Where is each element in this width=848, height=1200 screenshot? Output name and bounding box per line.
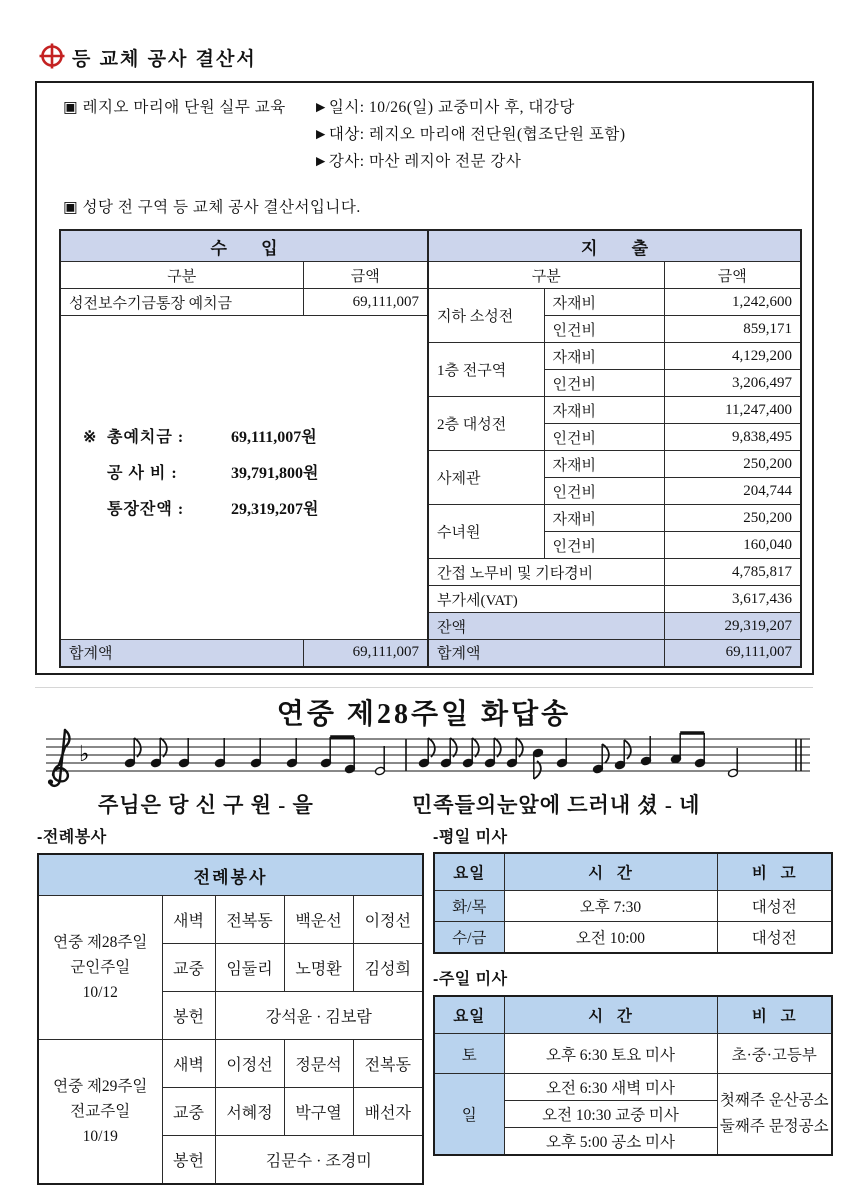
time-cell: 오전 10:00 [504,922,717,953]
expense-group-1-material: 4,129,200 [664,343,801,370]
time-cell: 오후 6:30 토요 미사 [504,1034,717,1074]
liturgy-week-1: 연중 제29주일 전교주일 10/19 [38,1040,162,1184]
expense-group-2-labor: 9,838,495 [664,424,801,451]
note-cell: 초·중·고등부 [717,1034,832,1074]
col-day: 요일 [434,853,504,891]
flat-sign: ♭ [79,742,90,767]
name-cell: 전복동 [353,1040,423,1088]
liturgy-section-label: -전례봉사 [37,829,107,846]
time-cell: 오전 6:30 새벽 미사 [504,1074,717,1101]
name-cell: 서혜정 [215,1088,284,1136]
notes-group [125,733,801,779]
expense-labor-label: 인건비 [544,316,664,343]
expense-total-amount: 69,111,007 [664,640,801,667]
day-cell: 화/목 [434,891,504,922]
name-cell: 전복동 [215,896,284,944]
day-cell: 일 [434,1074,504,1155]
day-cell: 토 [434,1034,504,1074]
section-divider [35,687,813,688]
expense-indirect-label: 간접 노무비 및 기타경비 [428,559,664,586]
note-cell: 첫째주 운산공소 둘째주 문정공소 [717,1074,832,1155]
weekday-mass-label: -평일 미사 [433,829,508,846]
offering-cell: 김문수 · 조경미 [215,1136,423,1184]
expense-group-1: 1층 전구역 [428,343,544,397]
expense-balance-label: 잔액 [428,613,664,640]
offering-cell: 강석윤 · 김보람 [215,992,423,1040]
time-cell: 오후 5:00 공소 미사 [504,1128,717,1155]
expense-group-0: 지하 소성전 [428,289,544,343]
liturgy-table [37,853,424,1185]
name-cell: 노명환 [284,944,353,992]
name-cell: 김성희 [353,944,423,992]
expense-group-3-material: 250,200 [664,451,801,478]
lyrics-right: 민족들의눈앞에 드러내 셨 - 네 [412,793,701,817]
name-cell: 임둘리 [215,944,284,992]
note-line-3: 통장잔액 : 29,319,207원 [107,500,319,518]
time-cell: 오후 7:30 [504,891,717,922]
time-cell: 오전 10:30 교중 미사 [504,1101,717,1128]
expense-group-3-labor: 204,744 [664,478,801,505]
name-cell: 배선자 [353,1088,423,1136]
name-cell: 박구열 [284,1088,353,1136]
expense-col-category: 구분 [428,262,664,289]
expense-group-4: 수녀원 [428,505,544,559]
role-cell: 봉헌 [162,1136,215,1184]
notice-item1-label: ▣ 레지오 마리애 단원 실무 교육 [63,99,286,116]
expense-group-0-material: 1,242,600 [664,289,801,316]
day-cell: 수/금 [434,922,504,953]
income-deposit-amount: 69,111,007 [303,289,428,316]
liturgy-week-0: 연중 제28주일 군인주일 10/12 [38,896,162,1040]
income-total-amount: 69,111,007 [303,640,428,667]
expense-vat-label: 부가세(VAT) [428,586,664,613]
income-col-category: 구분 [60,262,303,289]
expense-title: 지 출 [428,230,801,262]
notice-item2: ▣ 성당 전 구역 등 교체 공사 결산서입니다. [63,199,361,216]
name-cell: 백운선 [284,896,353,944]
expense-total-label: 합계액 [428,640,664,667]
col-note: 비 고 [717,996,832,1034]
sunday-mass-label: -주일 미사 [433,971,508,988]
expense-group-0-labor: 859,171 [664,316,801,343]
sunday-mass-table [433,995,833,1156]
expense-group-3: 사제관 [428,451,544,505]
expense-material-label: 자재비 [544,289,664,316]
col-time: 시 간 [504,853,717,891]
expense-vat-amount: 3,617,436 [664,586,801,613]
notice-item1-line3: ►강사: 마산 레지아 전문 강사 [313,153,522,170]
expense-group-2-material: 11,247,400 [664,397,801,424]
expense-group-1-labor: 3,206,497 [664,370,801,397]
income-total-label: 합계액 [60,640,303,667]
note-line-1: ※ 총예치금 : 69,111,007원 [83,428,317,446]
note-cell: 대성전 [717,891,832,922]
income-title: 수 입 [60,230,428,262]
page-title: 등 교체 공사 결산서 [72,49,257,70]
role-cell: 새벽 [162,1040,215,1088]
note-line-2: 공 사 비 : 39,791,800원 [107,464,319,482]
role-cell: 교중 [162,944,215,992]
expense-group-2: 2층 대성전 [428,397,544,451]
notice-item1-line2: ►대상: 레지오 마리애 전단원(협조단원 포함) [313,126,626,143]
income-note-cell [60,316,428,640]
name-cell: 정문석 [284,1040,353,1088]
notice-box [35,81,814,675]
role-cell: 교중 [162,1088,215,1136]
col-note: 비 고 [717,853,832,891]
settlement-table: 수 입 지 출 구분 금액 구분 금액 성전보수기금통장 예치금 69,111,007 지하 소성전 자재비 1,242,600 ※ 총예치금 : 69,111,007원 공 사 비 : 39,791,800원 통장잔액 : 29,319,207원 인건비 859,171 1층 전구역 자재비 4,129,200 인건비 3,206,497 2층 대성전 자재비 11,247,400 인건비 9,838,495 사제관 자재비 250,200 인건비 204,744 수녀원 자재비 250,200 인건비 160,040 간접 노무비 및 기타경비 4,785,817 부가세(VAT) 3,617,436 잔액 29,319,207 합계액 69,111,007 합계액 69,111,007 [59,229,802,668]
cross-circle-icon [38,42,66,70]
name-cell: 이정선 [353,896,423,944]
expense-col-amount: 금액 [664,262,801,289]
col-time: 시 간 [504,996,717,1034]
name-cell: 이정선 [215,1040,284,1088]
note-cell: 대성전 [717,922,832,953]
psalm-title: 연중 제28주일 화답송 [276,699,572,730]
music-notation [38,727,816,793]
income-deposit-label: 성전보수기금통장 예치금 [60,289,303,316]
col-day: 요일 [434,996,504,1034]
expense-group-4-labor: 160,040 [664,532,801,559]
weekday-mass-table [433,852,833,954]
expense-indirect-amount: 4,785,817 [664,559,801,586]
role-cell: 봉헌 [162,992,215,1040]
role-cell: 새벽 [162,896,215,944]
treble-clef-icon [50,730,70,786]
notice-item1-line1: ►일시: 10/26(일) 교중미사 후, 대강당 [313,99,575,116]
income-col-amount: 금액 [303,262,428,289]
expense-group-4-material: 250,200 [664,505,801,532]
lyrics-left: 주님은 당 신 구 원 - 을 [98,793,314,817]
liturgy-table-header: 전례봉사 [38,854,423,896]
expense-balance-amount: 29,319,207 [664,613,801,640]
